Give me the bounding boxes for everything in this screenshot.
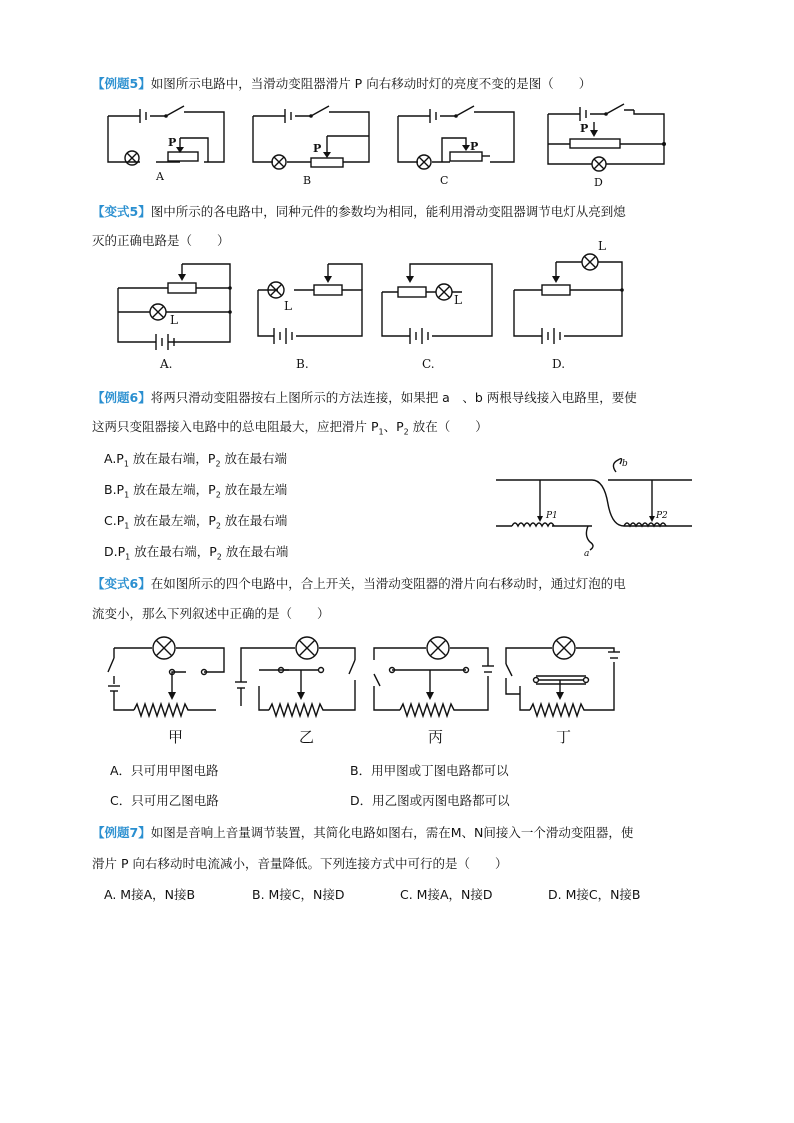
q5-label-c: C <box>440 174 449 187</box>
v5-l-label: L <box>284 299 292 313</box>
q5-circuit-b <box>253 106 369 187</box>
v6-circuit-jia <box>108 637 224 746</box>
v5-l-label: L <box>454 293 462 307</box>
q5-label-d: D <box>594 176 603 189</box>
opt-text: 放在最右端 <box>220 451 288 466</box>
opt-text: 放在最右端，P <box>130 544 217 559</box>
opt-text: A.P <box>104 451 124 466</box>
v6-tag: 【变式6】 <box>92 576 151 591</box>
opt-text: 放在最右端 <box>220 513 288 528</box>
q6-p2-label: P2 <box>656 511 668 521</box>
opt-sub: 2 <box>215 521 221 531</box>
q7-text-1: 如图是音响上音量调节装置，其简化电路如图右，需在M、N间接入一个滑动变阻器，使 <box>150 825 634 840</box>
q5-circuit-d <box>548 104 666 189</box>
v6-figures <box>100 630 640 753</box>
v6-text-2: 流变小，那么下列叙述中正确的是（ ） <box>92 606 330 621</box>
q6-tag: 【例题6】 <box>92 390 151 405</box>
opt-sub: 2 <box>216 552 222 562</box>
opt-text: 放在最右端 <box>221 544 289 559</box>
v5-text-2: 灭的正确电路是（ ） <box>92 233 230 248</box>
v6-option-d[interactable]: D．用乙图或丙图电路都可以 <box>350 793 510 808</box>
q6-sub: 1 <box>378 427 384 437</box>
q6-stem-2 <box>92 418 488 442</box>
opt-text: 放在最左端，P <box>129 482 216 497</box>
opt-sub: 2 <box>215 490 221 500</box>
q5-circuit-a <box>108 106 224 183</box>
q6-text-1: 将两只滑动变阻器按右上图所示的方法连接，如果把 a 、b 两根导线接入电路里，要使 <box>150 390 637 405</box>
opt-text: B.P <box>104 482 125 497</box>
opt-sub: 1 <box>124 490 130 500</box>
q5-text: 如图所示电路中，当滑动变阻器滑片 P 向右移动时灯的亮度不变的是图（ ） <box>150 76 592 91</box>
q6-text-2c: 、P <box>383 419 404 434</box>
v5-l-label: L <box>170 313 178 327</box>
q5-p-label: P <box>168 136 177 149</box>
v5-text-1: 图中所示的各电路中，同种元件的参数均为相同，能利用滑动变阻器调节电灯从亮到熄 <box>150 204 626 219</box>
q7-option-b[interactable]: B. M接C，N接D <box>252 887 345 902</box>
q7-tag: 【例题7】 <box>92 825 151 840</box>
q6-text-2e: 放在（ ） <box>408 419 488 434</box>
v5-l-label: L <box>598 239 606 253</box>
v5-circuit-a <box>118 264 232 371</box>
q7-option-c[interactable]: C. M接A，N接D <box>400 887 493 902</box>
v6-option-c[interactable]: C．只可用乙图电路 <box>110 793 219 808</box>
v5-circuit-d <box>514 239 624 371</box>
opt-sub: 2 <box>215 459 221 469</box>
v5-label-c: C. <box>422 357 435 371</box>
opt-sub: 1 <box>123 459 129 469</box>
q6-stem-1 <box>92 389 637 407</box>
opt-text: 放在最右端，P <box>128 451 216 466</box>
q5-p-label: P <box>470 140 479 153</box>
v6-label-yi: 乙 <box>299 728 315 746</box>
v5-circuit-c <box>382 264 492 371</box>
v6-option-a[interactable]: A．只可用甲图电路 <box>110 763 219 778</box>
v6-label-bing: 丙 <box>428 728 444 746</box>
v6-label-jia: 甲 <box>168 728 184 746</box>
q5-tag: 【例题5】 <box>92 76 151 91</box>
q7-stem-1 <box>92 824 633 842</box>
v6-circuit-yi <box>235 637 355 746</box>
q5-stem <box>92 75 591 93</box>
q6-option-b[interactable] <box>104 481 287 505</box>
v6-circuit-ding <box>506 637 620 746</box>
opt-text: C.P <box>104 513 125 528</box>
q6-b-label: b <box>622 459 628 469</box>
q7-text-2: 滑片 P 向右移动时电流减小，音量降低。下列连接方式中可行的是（ ） <box>92 856 508 871</box>
q6-option-d[interactable] <box>104 543 288 567</box>
q6-sub: 2 <box>403 427 409 437</box>
v5-stem-1 <box>92 203 626 221</box>
q5-p-label: P <box>580 122 589 135</box>
q5-p-label: P <box>313 142 322 155</box>
q7-option-d[interactable]: D. M接C，N接B <box>548 887 641 902</box>
v5-label-d: D. <box>552 357 566 371</box>
q5-figures <box>100 100 680 195</box>
v6-circuit-bing <box>374 637 494 746</box>
q6-figure <box>492 454 702 561</box>
v5-label-b: B. <box>296 357 309 371</box>
v6-option-b[interactable]: B．用甲图或丁图电路都可以 <box>350 763 509 778</box>
opt-sub: 1 <box>125 552 131 562</box>
v5-circuit-b <box>258 264 362 371</box>
q5-label-a: A <box>156 170 164 183</box>
q6-p1-label: P1 <box>546 511 558 521</box>
q5-label-b: B <box>303 174 312 187</box>
opt-text: 放在最左端，P <box>129 513 216 528</box>
q6-text-2: 这两只变阻器接入电路中的总电阻最大，应把滑片 P <box>92 419 379 434</box>
q7-option-a[interactable]: A. M接A，N接B <box>104 887 196 902</box>
q6-a-label: a <box>584 549 590 559</box>
v5-label-a: A. <box>160 357 173 371</box>
q6-option-c[interactable] <box>104 512 287 536</box>
opt-text: D.P <box>104 544 126 559</box>
opt-text: 放在最左端 <box>220 482 288 497</box>
q6-option-a[interactable] <box>104 450 287 474</box>
v6-text-1: 在如图所示的四个电路中，合上开关，当滑动变阻器的滑片向右移动时，通过灯泡的电 <box>150 576 626 591</box>
q5-circuit-c <box>398 106 514 187</box>
opt-sub: 1 <box>124 521 130 531</box>
v6-label-ding: 丁 <box>556 728 572 746</box>
v6-stem-1 <box>92 575 626 593</box>
v5-tag: 【变式5】 <box>92 204 151 219</box>
